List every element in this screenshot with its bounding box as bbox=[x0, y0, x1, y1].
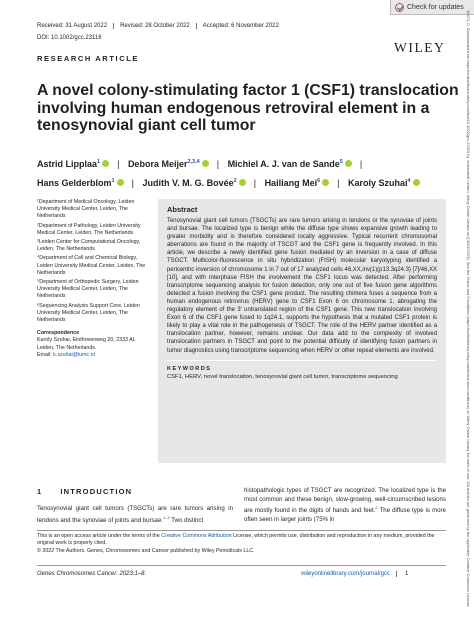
abstract-heading: Abstract bbox=[167, 205, 198, 214]
publisher-logo: WILEY bbox=[394, 40, 446, 55]
license-pre: This is an open access article under the terms of the bbox=[37, 533, 162, 539]
author-list bbox=[37, 154, 452, 192]
affiliation: ¹Department of Medical Oncology, Leiden University Medical Center, Leiden, The Netherlands bbox=[37, 199, 135, 220]
citation-link[interactable]: 1–3 bbox=[163, 514, 170, 520]
received-date: Received: 31 August 2022 bbox=[37, 23, 108, 29]
author-separator: | bbox=[253, 178, 257, 188]
author-name[interactable]: Hans Gelderblom bbox=[37, 178, 112, 188]
author-affil-ref[interactable]: 1 bbox=[97, 159, 101, 165]
license-footnote bbox=[37, 533, 446, 555]
section-heading-introduction bbox=[37, 487, 132, 496]
correspondence-heading: Correspondence bbox=[37, 330, 80, 337]
affiliation: ²Department of Pathology, Leiden University Medical Center, Leiden, The Netherlands bbox=[37, 222, 141, 236]
section-number: 1 bbox=[37, 487, 43, 496]
author-affil-ref[interactable]: 6 bbox=[317, 178, 321, 184]
footer-right bbox=[301, 571, 408, 577]
orcid-icon[interactable] bbox=[322, 179, 329, 186]
footer-divider bbox=[37, 565, 446, 566]
keywords-heading: KEYWORDS bbox=[167, 360, 437, 372]
footnote-divider bbox=[37, 530, 446, 531]
affiliations bbox=[37, 199, 151, 361]
creative-commons-link[interactable]: Creative Commons Attribution bbox=[161, 533, 232, 539]
affiliation: ⁶Sequencing Analysis Support Core, Leiden University Medical Center, Leiden, The Netherlands bbox=[37, 302, 140, 324]
copyright-text: © 2022 The Authors. Genes, Chromosomes and Cancer published by Wiley Periodicals LLC. bbox=[37, 547, 255, 554]
section-title: INTRODUCTION bbox=[60, 487, 133, 496]
author-affil-ref[interactable]: 1 bbox=[111, 178, 115, 184]
author-separator: | bbox=[117, 159, 120, 169]
orcid-icon[interactable] bbox=[117, 179, 124, 186]
email-label: Email: bbox=[37, 351, 52, 358]
correspondence-address bbox=[37, 337, 151, 359]
abstract-text: Tenosynovial giant cell tumors (TSGCTs) are rare tumors arising in tendons or the synoviae of joints and bursae. The localized type is benign while the diffuse type shows expansive growth leading to greater morbidity and is therefore considered locally aggressive. Typical recurrent chromosomal aberrations are found in the majority of TSCGT and the CSF1 gene is frequently involved. In this article, we describe a newly identified gene fusion mediated by an inversion in a case of diffuse TSGCT. Multicolor-fluorescence in situ hybridization (FISH) molecular karyotyping identified a pericentric inversion of chromosome 1 in 7 out of 17 analyzed cells 46,XX,inv(1)(p13.3q24.3) [7]/46,XX [10], and with interphase FISH the involvement the CSF1 locus was detected. After performing transcriptome sequencing analysis for fusion detection, only one out of five fusion gene algorithms detected a fusion involving the CSF1 gene product. The resulting chimera fuses a sequence from a human endogenous retrovirus (HERV) gene to CSF1 Exon 6 on chromosome 1, abrogating the regulatory element of the 3′ untranslated region of the CSF1 gene. This new translocation involving Exon 6 of the CSF1 gene fused to 1q24.1, supports the hypothesis that a mutated CSF1 protein is likely to play a vital role in the pathogenesis of TSGCT. The role of the HERV partner identified as a translocation partner, however, remains unclear. Our data add to the complexity of involved translocation partners in TSGCT and point to the potential difficulty of identifying fusion partners in tumor diagnostics using transcriptome sequencing when HERV or other repeat elements are involved. bbox=[167, 218, 437, 354]
orcid-icon[interactable] bbox=[413, 179, 420, 186]
author-name[interactable]: Judith V. M. G. Bovée bbox=[142, 178, 234, 188]
author-name[interactable]: Debora Meijer bbox=[127, 159, 188, 169]
journal-url-link[interactable]: wileyonlinelibrary.com/journal/gcc bbox=[301, 571, 390, 577]
intro-right-text-b: The diffuse type is more often seen in larger joints (75% in bbox=[244, 507, 446, 523]
license-post: License, which permits use, distribution and reproduction in any medium, provided the original work is properly cited. bbox=[37, 533, 435, 547]
author-name[interactable]: Hailiang Mei bbox=[264, 178, 318, 188]
abstract-box bbox=[158, 199, 446, 463]
check-for-updates-label: Check for updates bbox=[407, 3, 464, 11]
intro-paragraph-left bbox=[37, 505, 233, 525]
doi[interactable]: DOI: 10.1002/gcc.23116 bbox=[37, 35, 102, 41]
author-separator: | bbox=[337, 178, 340, 188]
author-name[interactable]: Karoly Szuhai bbox=[348, 178, 408, 188]
orcid-icon[interactable] bbox=[345, 160, 352, 167]
orcid-icon[interactable] bbox=[202, 160, 209, 167]
intro-paragraph-right bbox=[244, 487, 446, 524]
keywords: CSF1, HERV, novel translocation, tenosynovial giant cell tumor, transcriptome sequencing bbox=[167, 373, 398, 380]
intro-left-text: Tenosynovial giant cell tumors (TSGCTs) are rare tumors arising in tendons and the synoviae of joints and bursae. bbox=[37, 505, 233, 524]
author-separator: | bbox=[216, 159, 220, 169]
author-name[interactable]: Michiel A. J. van de Sande bbox=[227, 159, 340, 169]
check-updates-icon bbox=[395, 3, 404, 12]
correspondence-email-link[interactable]: k.szuhai@lumc.nl bbox=[53, 351, 95, 358]
correspondence-address-text: Karoly Szuhai, Einthovenweg 20, 2333 AL Leiden, The Netherlands. bbox=[37, 337, 136, 351]
article-title: A novel colony-stimulating factor 1 (CSF1) translocation involving human endogenous retroviral element in a tenosynovial giant cell tumor bbox=[37, 82, 459, 134]
accepted-date: Accepted: 6 November 2022 bbox=[196, 23, 285, 29]
citation-link[interactable]: 2 bbox=[375, 505, 378, 511]
article-type: RESEARCH ARTICLE bbox=[37, 54, 139, 63]
author-separator: | bbox=[131, 178, 134, 188]
author-affil-ref[interactable]: 5 bbox=[339, 159, 343, 165]
author-separator: | bbox=[359, 159, 363, 169]
author-affil-ref[interactable]: 2,3,4 bbox=[187, 159, 200, 165]
author-name[interactable]: Astrid Lipplaa bbox=[37, 159, 98, 169]
affiliation: ⁵Department of Orthopedic Surgery, Leiden University Medical Center, Leiden, The Netherlands bbox=[37, 279, 139, 300]
article-dates bbox=[37, 23, 285, 29]
license-text bbox=[37, 533, 446, 548]
orcid-icon[interactable] bbox=[102, 160, 109, 167]
affiliation: ⁴Department of Cell and Chemical Biology, Leiden University Medical Center, Leiden, The Netherlands bbox=[37, 255, 146, 276]
side-banner-text: 19473, 0, Downloaded from https://onlinelibrary.wiley.com/doi/10.1002/gcc.23116 by Universiteit Leiden, Wiley Online Library on [09/01/2023]. See the Terms and Conditions (https://onlinelibrary.wiley.com/terms-and-conditions) on Wiley Online Library for rules of use; OA articles are governed by the applicable Creative Commons License bbox=[466, 10, 471, 607]
orcid-icon[interactable] bbox=[239, 179, 246, 186]
intro-left-tail: Two distinct bbox=[169, 516, 204, 524]
page-number: 1 bbox=[396, 571, 408, 577]
journal-citation: Genes Chromosomes Cancer. 2023;1–8. bbox=[37, 571, 147, 577]
intro-right-text-a: histopathologic types of TSGCT are recognized. The localized type is the most common and these benign, slow-growing, well-circumscribed lesions are mostly found in the digits of hands and feet. bbox=[244, 487, 446, 515]
author-affil-ref[interactable]: 4 bbox=[407, 178, 411, 184]
author-affil-ref[interactable]: 2 bbox=[233, 178, 237, 184]
affiliation: ³Leiden Center for Computational Oncology, Leiden, The Netherlands bbox=[37, 239, 141, 253]
revised-date: Revised: 28 October 2022 bbox=[113, 23, 196, 29]
